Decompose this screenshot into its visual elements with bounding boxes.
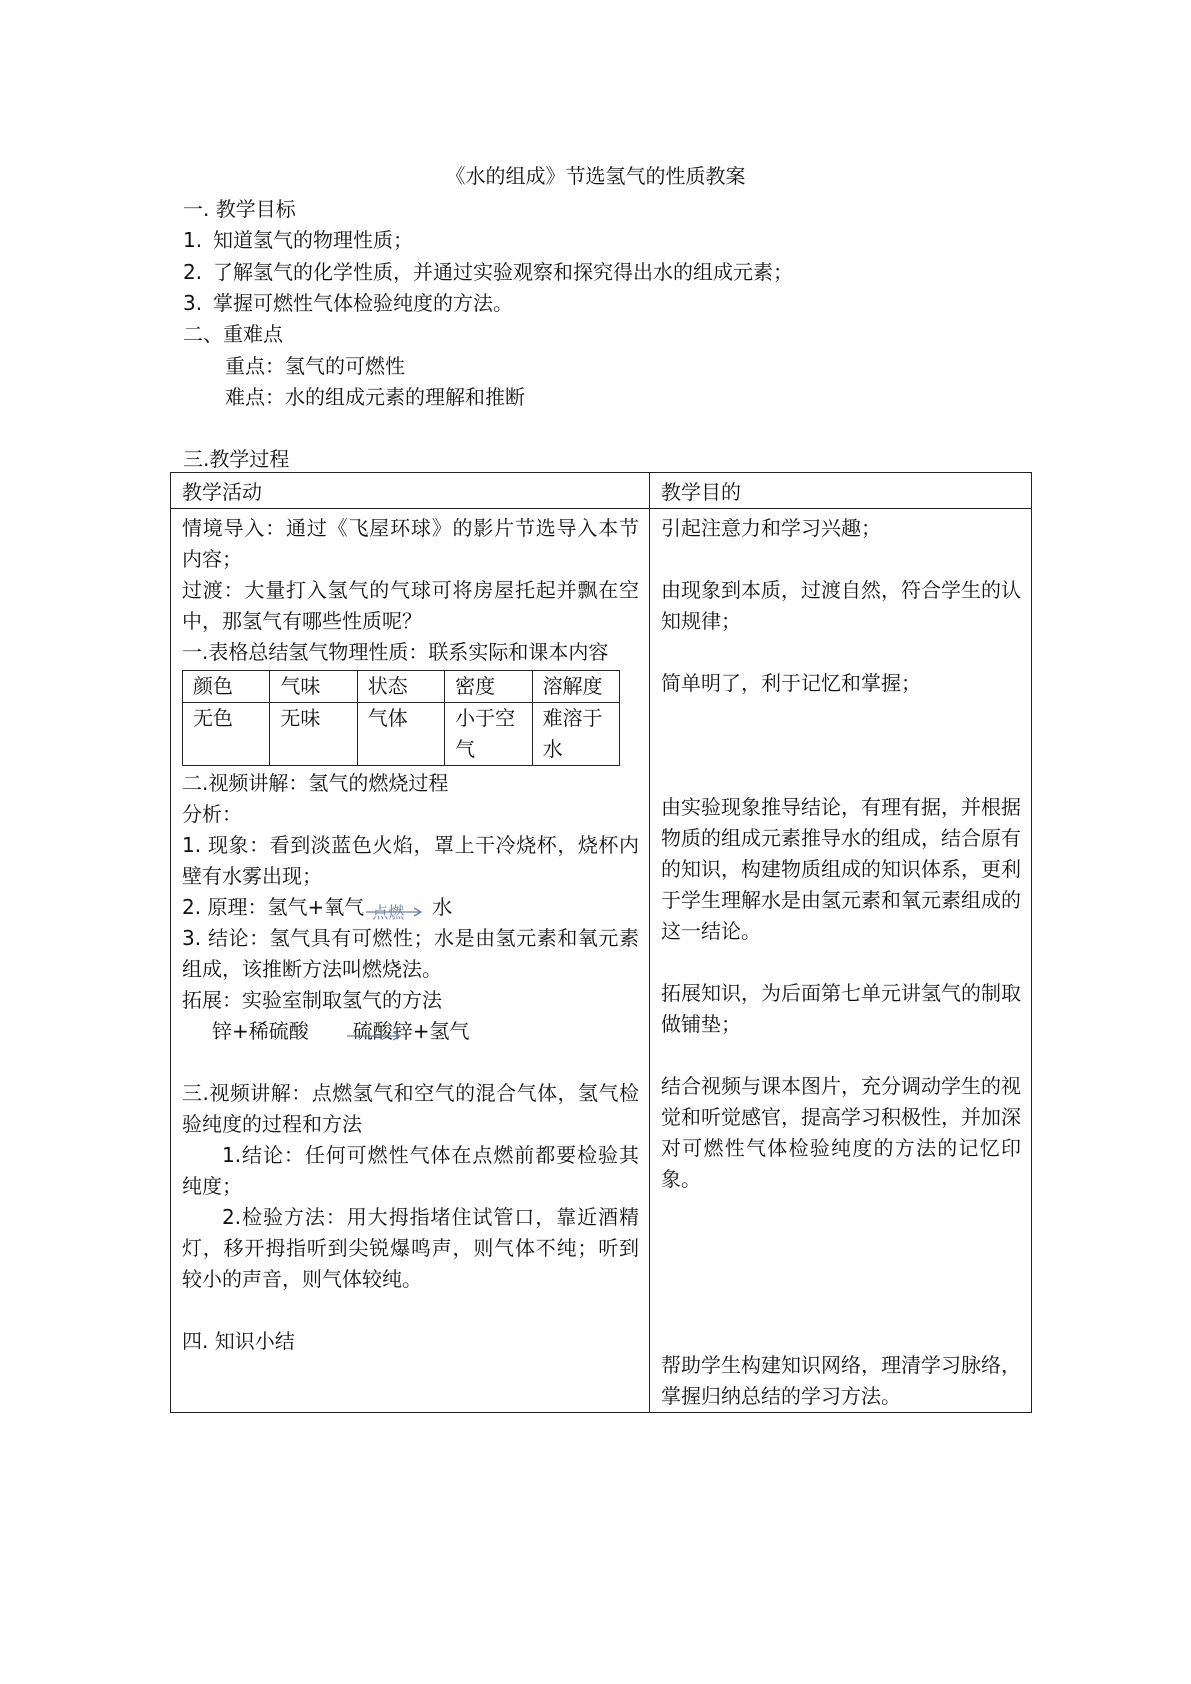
- purpose-4: 由实验现象推导结论，有理有据，并根据物质的组成元素推导水的组成，结合原有的知识，构建物质组成的知识体系，更利于学生理解水是由氢元素和氧元素组成的这一结论。: [661, 795, 1021, 943]
- purpose-6: 结合视频与课本图片，充分调动学生的视觉和听觉感官，提高学习积极性，并加深对可燃性气体检验纯度的方法的记忆印象。: [661, 1074, 1021, 1191]
- activity-intro: 情境导入：通过《飞屋环球》的影片节选导入本节内容；: [182, 516, 639, 571]
- section-heading-process: 三.教学过程: [183, 447, 290, 471]
- activity-cell: [171, 509, 650, 1413]
- physical-properties-table: [182, 670, 620, 766]
- difficult-point: 难点：水的组成元素的理解和推断: [225, 385, 525, 409]
- prop-value: 无色: [183, 703, 270, 766]
- extension-equation: [182, 1016, 639, 1047]
- prop-header: 密度: [445, 671, 532, 703]
- objective-item: [183, 224, 413, 253]
- teaching-process-table: [170, 472, 1032, 1413]
- header-activity: 教学活动: [171, 473, 650, 509]
- reaction-arrow: [366, 899, 426, 922]
- document-title: 《水的组成》节选氢气的性质教案: [445, 164, 746, 188]
- objective-text: 知道氢气的物理性质；: [213, 228, 413, 252]
- prop-value: 难溶于水: [532, 703, 619, 766]
- purity-conclusion-text: 1.结论：任何可燃性气体在点燃前都要检验其纯度；: [182, 1143, 639, 1198]
- objective-text: 了解氢气的化学性质，并通过实验观察和探究得出水的组成元素；: [213, 260, 793, 284]
- prop-header: 状态: [357, 671, 444, 703]
- prop-value: 气体: [357, 703, 444, 766]
- objective-item: [183, 256, 793, 285]
- objective-number: 1.: [183, 228, 203, 252]
- activity-part3: 三.视频讲解：点燃氢气和空气的混合气体，氢气检验纯度的过程和方法: [182, 1081, 639, 1136]
- extension-arrow: [347, 1023, 403, 1043]
- prop-value: 无味: [270, 703, 357, 766]
- arrow-icon: [366, 907, 426, 917]
- section-heading-objectives: 一. 教学目标: [183, 197, 296, 221]
- purpose-3: 简单明了，利于记忆和掌握；: [661, 671, 921, 695]
- purpose-7: 帮助学生构建知识网络，理清学习脉络，掌握归纳总结的学习方法。: [661, 1353, 1021, 1408]
- equation-product: 水: [432, 895, 453, 919]
- activity-conclusion: 3. 结论：氢气具有可燃性；水是由氢元素和氧元素组成，该推断方法叫燃烧法。: [182, 926, 639, 981]
- activity-part1: 一.表格总结氢气物理性质：联系实际和课本内容: [182, 640, 609, 664]
- purity-method: [182, 1202, 639, 1295]
- extension-reactants: 锌+稀硫酸: [212, 1019, 309, 1043]
- arrow-icon: [347, 1031, 403, 1041]
- activity-part2: 二.视频讲解：氢气的燃烧过程: [182, 771, 449, 795]
- activity-transition: 过渡：大量打入氢气的气球可将房屋托起并飘在空中，那氢气有哪些性质呢？: [182, 578, 639, 633]
- prop-header: 颜色: [183, 671, 270, 703]
- purpose-5: 拓展知识，为后面第七单元讲氢气的制取做铺垫；: [661, 981, 1021, 1036]
- activity-principle: [182, 892, 639, 923]
- key-point: 重点：氢气的可燃性: [225, 354, 405, 378]
- prop-header: 气味: [270, 671, 357, 703]
- equation-reactants: 2. 原理：氢气+氧气: [182, 895, 365, 919]
- activity-extension: 拓展：实验室制取氢气的方法: [182, 988, 442, 1012]
- purity-conclusion: [182, 1140, 639, 1202]
- prop-value: 小于空气: [445, 703, 532, 766]
- activity-analysis: 分析：: [182, 802, 242, 826]
- activity-part4: 四. 知识小结: [182, 1329, 295, 1353]
- objective-number: 2.: [183, 260, 203, 284]
- extension-products: 硫酸锌+氢气: [352, 1019, 470, 1043]
- objective-text: 掌握可燃性气体检验纯度的方法。: [213, 291, 513, 315]
- purpose-cell: [650, 509, 1032, 1413]
- header-purpose: 教学目的: [650, 473, 1032, 509]
- section-heading-key-points: 二、重难点: [183, 322, 283, 346]
- purpose-2: 由现象到本质，过渡自然，符合学生的认知规律；: [661, 578, 1021, 633]
- purity-method-text: 2.检验方法：用大拇指堵住试管口，靠近酒精灯，移开拇指听到尖锐爆鸣声，则气体不纯；听到较小的声音，则气体较纯。: [182, 1205, 639, 1291]
- purpose-1: 引起注意力和学习兴趣；: [661, 516, 881, 540]
- objective-number: 3.: [183, 291, 203, 315]
- activity-phenomenon: 1. 现象：看到淡蓝色火焰，罩上干冷烧杯，烧杯内壁有水雾出现；: [182, 833, 639, 888]
- objective-item: [183, 287, 513, 316]
- reaction-condition: 点燃: [372, 902, 405, 922]
- prop-header: 溶解度: [532, 671, 619, 703]
